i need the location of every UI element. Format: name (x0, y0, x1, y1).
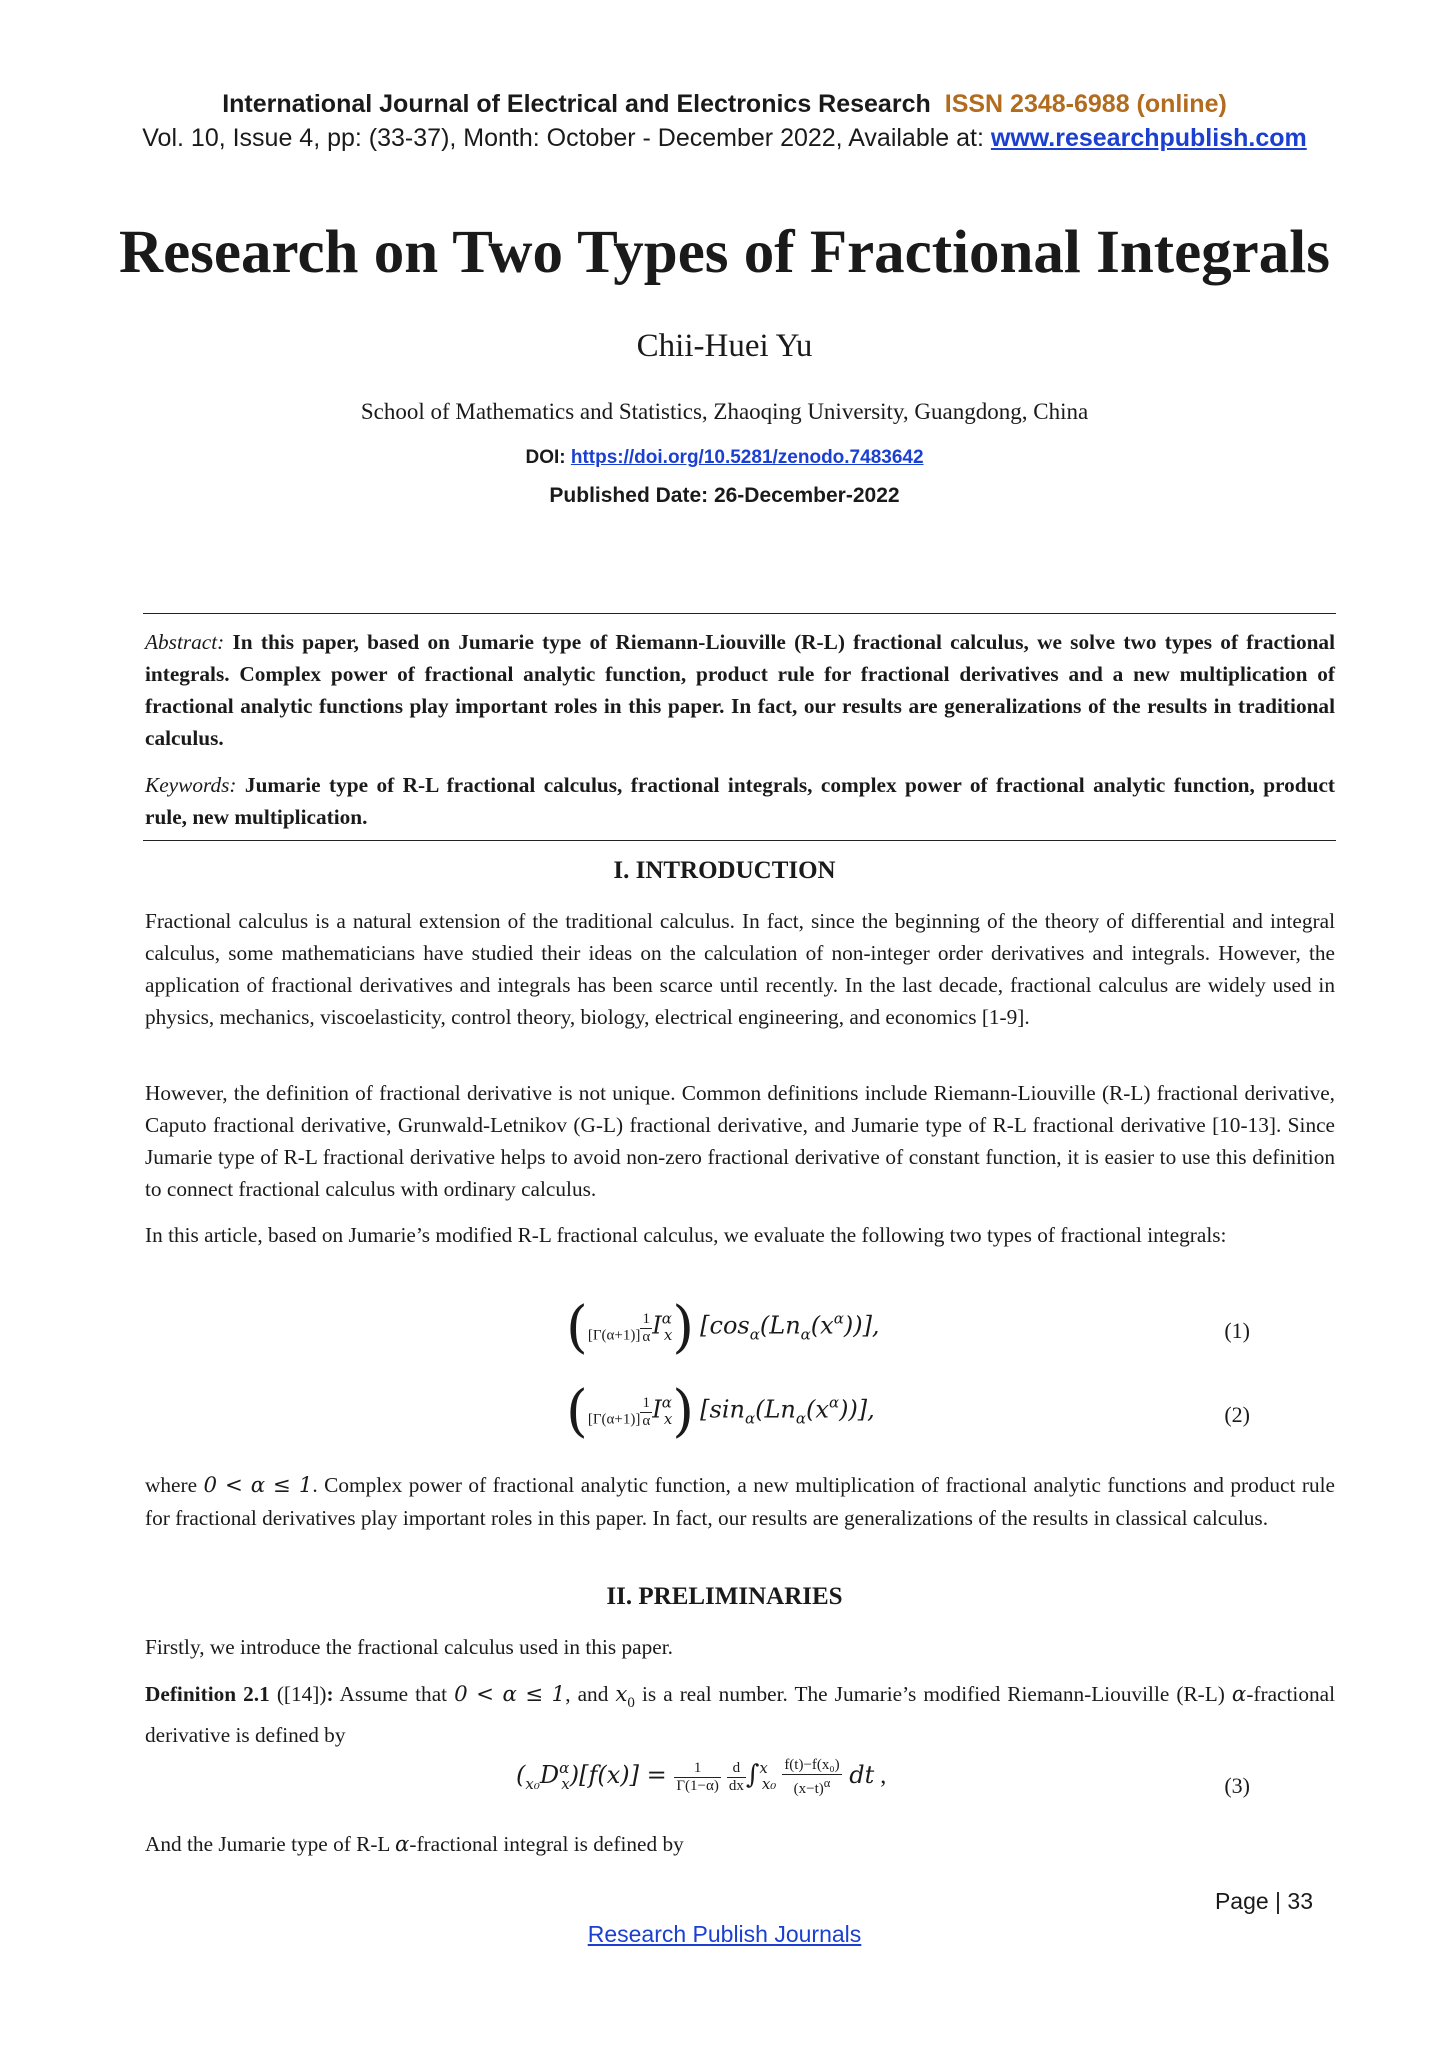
issn: ISSN 2348-6988 (online) (944, 90, 1227, 118)
definition-text-b: , and (565, 1682, 616, 1706)
doi-line (0, 447, 1449, 469)
volume-line (0, 124, 1449, 153)
doi-link[interactable]: https://doi.org/10.5281/zenodo.7483642 (570, 447, 924, 468)
footer (0, 1921, 1449, 1948)
intro-paragraph-2: However, the definition of fractional derivative is not unique. Common definitions include Riemann-Liouville (R-L) fractional derivative, Caputo fractional derivative, Grunwald-Letnikov (G-L) fractional derivative, and Jumarie type of R-L fractional derivative [10-13]. Since Jumarie type of R-L fractional derivative helps to avoid non-zero fractional derivative of constant function, it is easier to use this definition to connect fractional calculus with ordinary calculus. (145, 1081, 1335, 1201)
abstract-bottom-rule (143, 840, 1336, 841)
definition-2-1: Definition 2.1 ([14]): Assume that 0 < α ≤ 1, and $x_0$ is a real number. The Jumarie’s modified Riemann-Liouville (R-L) α-fractional derivative is defined by (145, 1682, 1335, 1747)
keywords (145, 769, 1335, 833)
section-heading-preliminaries: II. PRELIMINARIES (606, 1583, 843, 1610)
intro-p4-condition: 0 < α ≤ 1 (203, 1473, 313, 1498)
section-heading-introduction: I. INTRODUCTION (613, 857, 836, 884)
abstract-label: Abstract: (145, 630, 225, 654)
equation-2-number: (2) (1224, 1402, 1250, 1427)
abstract-top-rule (143, 613, 1336, 614)
equation-3-formula: $(_{x_0}D^\alpha_x)[f(x)]$ = $\frac{1}{\Gamma(1-\alpha)}$ $\frac{d}{dx}$ ∫$^x_{x_0}$ $\frac{\text{f(t)−f(x₀)}}{(x-t)^\alpha}$ dt , (516, 1757, 887, 1797)
equation-2-function: sin (709, 1395, 745, 1424)
definition-ref: ([14]) (269, 1682, 327, 1706)
prelim-last-b: -fractional integral is defined by (409, 1832, 684, 1856)
definition-text-d: -fractional derivative is defined by (145, 1682, 1335, 1747)
doi-label: DOI: (525, 447, 571, 468)
equation-3 (0, 1755, 1449, 1831)
intro-p4-rest: . Complex power of fractional analytic function, a new multiplication of fractional analytic functions and product rule for fractional derivatives play important roles in this paper. In fact, our results are generalizations of the results in classical calculus. (145, 1473, 1335, 1530)
author-name: Chii-Huei Yu (636, 328, 813, 364)
equation-1 (0, 1295, 1449, 1376)
prelim-last-a: And the Jumarie type of R-L (145, 1832, 395, 1856)
publisher-link[interactable]: Research Publish Journals (587, 1921, 862, 1947)
prelim-last-line (145, 1828, 1335, 1861)
prelim-paragraph-1: Firstly, we introduce the fractional calculus used in this paper. (145, 1635, 673, 1659)
page-number: Page | 33 (1214, 1888, 1313, 1914)
affiliation: School of Mathematics and Statistics, Zhaoqing University, Guangdong, China (360, 399, 1089, 424)
keywords-text: Jumarie type of R-L fractional calculus, fractional integrals, complex power of fractional analytic function, product rule, new multiplication. (145, 773, 1335, 829)
equation-1-function: cos (709, 1311, 750, 1340)
intro-paragraph-4 (145, 1469, 1335, 1534)
abstract-text: In this paper, based on Jumarie type of Riemann-Liouville (R-L) fractional calculus, we solve two types of fractional integrals. Complex power of fractional analytic function, product rule for fractional derivatives and a new multiplication of fractional analytic functions play important roles in this paper. In fact, our results are generalizations of the results in traditional calculus. (145, 630, 1335, 750)
intro-paragraph-3: In this article, based on Jumarie’s modified R-L fractional calculus, we evaluate the following two types of fractional integrals: (145, 1223, 1227, 1247)
definition-label: Definition 2.1 (145, 1682, 270, 1706)
definition-text-a: Assume that (333, 1682, 455, 1706)
volume-text: Vol. 10, Issue 4, pp: (33-37), Month: October - December 2022, Available at: (142, 124, 991, 152)
equation-2 (0, 1379, 1449, 1460)
definition-x0: x (615, 1682, 628, 1707)
equation-2-formula: ($_{[\Gamma(\alpha+1)]}$ $\frac{1}{\alpha}$ $I^\alpha_x$) $[\sin_\alpha(Ln_\alpha(x^\alpha))]$, (566, 1379, 875, 1444)
definition-alpha: α (1231, 1682, 1247, 1707)
paper-title: Research on Two Types of Fractional Integrals (119, 219, 1330, 286)
website-link[interactable]: www.researchpublish.com (990, 124, 1307, 152)
equation-1-number: (1) (1224, 1318, 1250, 1343)
abstract (145, 626, 1335, 754)
intro-paragraph-1: Fractional calculus is a natural extension of the traditional calculus. In fact, since the beginning of the theory of differential and integral calculus, some mathematicians have studied their ideas on the calculation of non-integer order derivatives and integrals. However, the application of fractional derivatives and integrals has been scarce until recently. In the last decade, fractional calculus are widely used in physics, mechanics, viscoelasticity, control theory, biology, electrical engineering, and economics [1-9]. (145, 909, 1335, 1029)
keywords-label: Keywords: (145, 773, 237, 797)
published-date: Published Date: 26-December-2022 (549, 484, 900, 507)
journal-header (0, 90, 1449, 119)
equation-3-number: (3) (1224, 1773, 1250, 1798)
equation-1-formula: ($_{[\Gamma(\alpha+1)]}$ $\frac{1}{\alpha}$ $I^\alpha_x$) $[\cos_\alpha(Ln_\alpha(x^\alpha))]$, (566, 1295, 880, 1360)
journal-name: International Journal of Electrical and Electronics Research (222, 90, 931, 118)
prelim-last-alpha: α (394, 1832, 410, 1857)
definition-colon: : (326, 1682, 334, 1706)
intro-p4-prefix: where (145, 1473, 204, 1497)
definition-condition: 0 < α ≤ 1 (454, 1682, 566, 1707)
definition-text-c: is a real number. The Jumarie’s modified Riemann-Liouville (R-L) (634, 1682, 1232, 1706)
